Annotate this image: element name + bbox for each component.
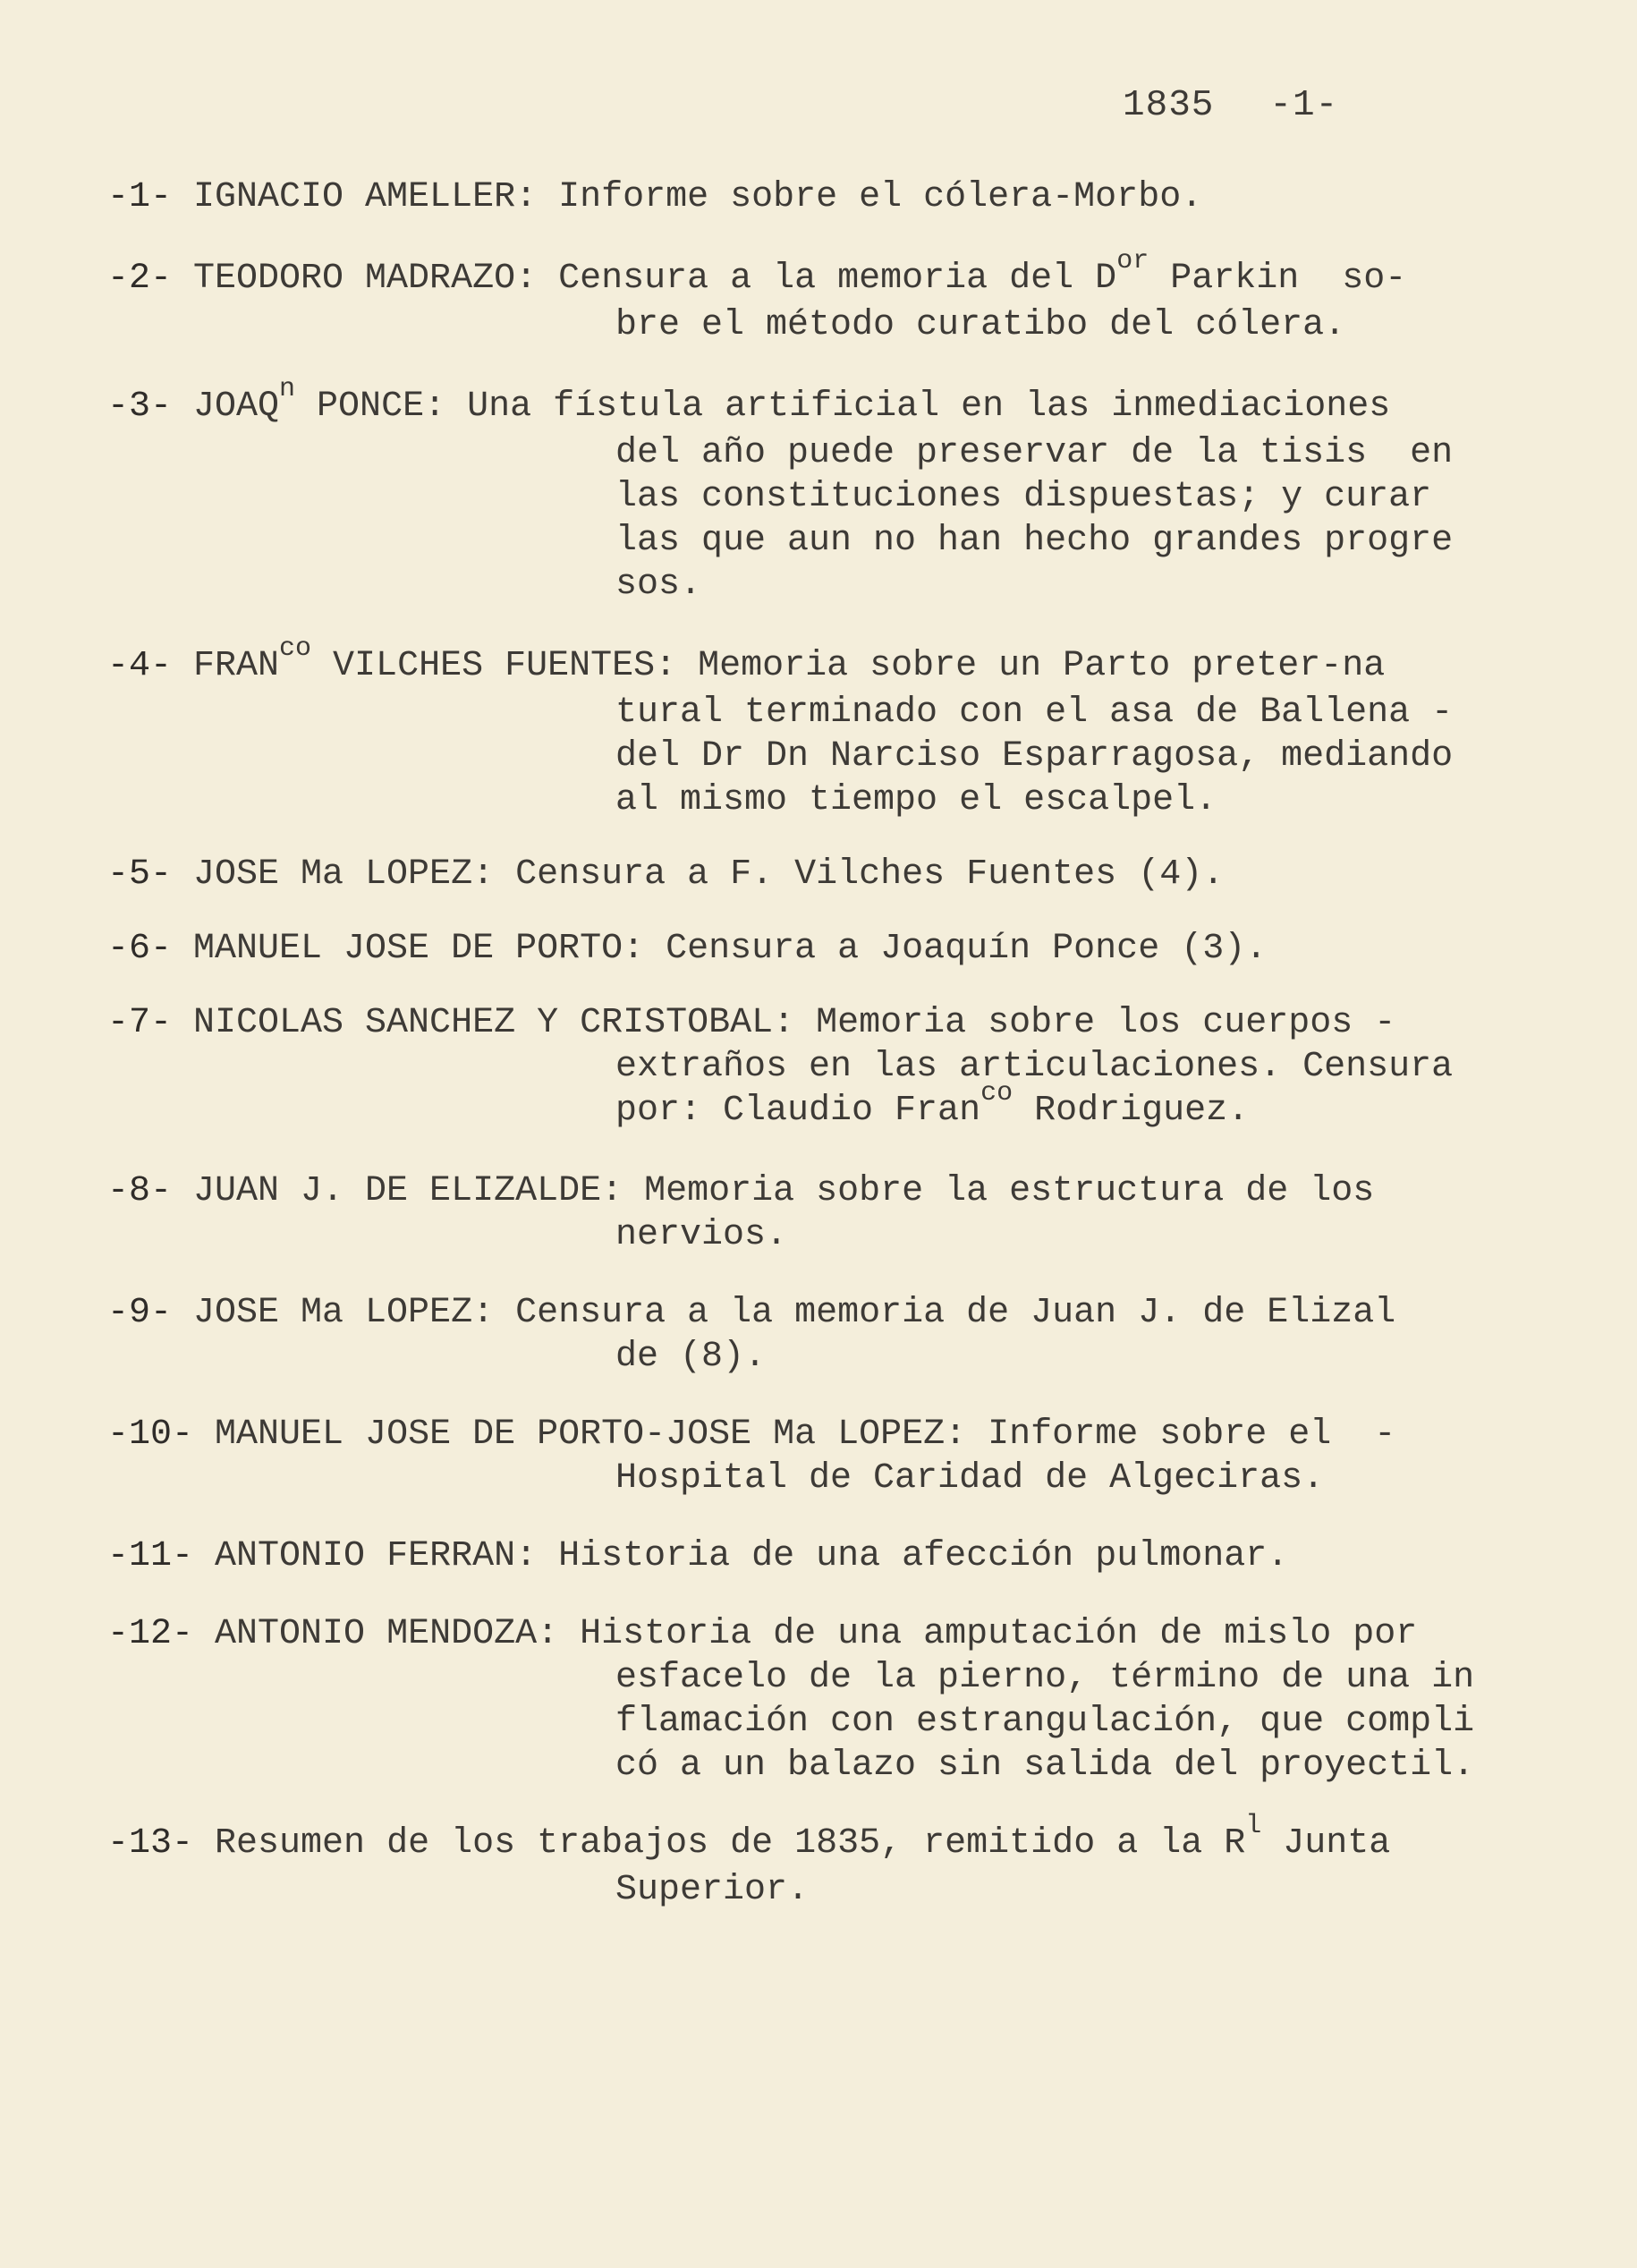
entry-first-line: -12- ANTONIO MENDOZA: Historia de una amputación de mislo por (107, 1614, 1418, 1654)
entry-continuation-line: las constituciones dispuestas; y curar (615, 477, 1432, 517)
entry-continuation-line: esfacelo de la pierno, término de una in (615, 1658, 1475, 1698)
entry-first-line: -4- $FRAN^{co}$ VILCHES FUENTES: Memoria sobre un Parto preter-na (107, 633, 1386, 686)
entry-item (107, 853, 1592, 896)
entry-item (107, 374, 1592, 607)
entry-continuation-line: las que aun no han hecho grandes progre (615, 521, 1454, 561)
entry-item (107, 1291, 1592, 1379)
entry-item (107, 1001, 1592, 1135)
entry-first-line: -3- JOAQ$^n$ PONCE: Una fístula artificial en las inmediaciones (107, 374, 1391, 427)
entry-item (107, 246, 1592, 347)
entry-first-line: -8- JUAN J. DE ELIZALDE: Memoria sobre la estructura de los (107, 1171, 1375, 1211)
entry-first-line: -6- MANUEL JOSE DE PORTO: Censura a Joaquín Ponce (3). (107, 929, 1268, 969)
entry-continuation-line: por: Claudio Fran$^{co}$ Rodriguez. (615, 1078, 1250, 1131)
header-year: 1835 (1123, 85, 1215, 126)
entry-continuation-line: de (8). (615, 1337, 767, 1377)
entry-item (107, 1534, 1592, 1578)
entry-number: -11- (107, 1536, 216, 1576)
entry-continuation-line: nervios. (615, 1215, 788, 1255)
superscript: or (1116, 246, 1149, 276)
entry-continuation-line: del año puede preservar de la tisis en (615, 433, 1454, 473)
entry-continuation-line: del Dr Dn Narciso Esparragosa, mediando (615, 736, 1454, 777)
entry-number: -7- (107, 1003, 194, 1043)
page-number: -1- (1269, 85, 1339, 126)
entry-item (107, 175, 1592, 219)
entry-item (107, 1169, 1592, 1257)
entry-number: -6- (107, 929, 194, 969)
entry-continuation-line: Superior. (615, 1870, 810, 1910)
entry-first-line: -2- TEODORO MADRAZO: Censura a la memoria del $D^{or}$ Parkin so- (107, 246, 1407, 299)
entry-number: -4- (107, 646, 194, 686)
superscript: n (279, 374, 296, 404)
entry-first-line: -1- IGNACIO AMELLER: Informe sobre el cólera-Morbo. (107, 177, 1203, 217)
entry-continuation-line: flamación con estrangulación, que compli (615, 1702, 1475, 1742)
superscript: co (980, 1078, 1014, 1109)
entry-number: -2- (107, 259, 194, 299)
entry-continuation-line: Hospital de Caridad de Algeciras. (615, 1458, 1325, 1499)
entry-item (107, 927, 1592, 971)
entry-first-line: -7- NICOLAS SANCHEZ Y CRISTOBAL: Memoria sobre los cuerpos - (107, 1003, 1396, 1043)
superscript: co (279, 633, 312, 664)
entry-continuation-line: sos. (615, 565, 702, 605)
entry-number: -1- (107, 177, 194, 217)
entry-number: -3- (107, 386, 194, 427)
superscript: l (1245, 1811, 1262, 1841)
entry-number: -8- (107, 1171, 194, 1211)
entry-first-line: -5- JOSE Ma LOPEZ: Censura a F. Vilches Fuentes (4). (107, 854, 1225, 895)
entry-number: -9- (107, 1293, 194, 1333)
entry-first-line: -11- ANTONIO FERRAN: Historia de una afección pulmonar. (107, 1536, 1289, 1576)
entry-continuation-line: al mismo tiempo el escalpel. (615, 780, 1217, 820)
entry-first-line: -10- MANUEL JOSE DE PORTO-JOSE Ma LOPEZ: Informe sobre el - (107, 1414, 1396, 1455)
entry-number: -12- (107, 1614, 216, 1654)
entry-item (107, 1811, 1592, 1912)
entry-item (107, 633, 1592, 822)
entry-first-line: -9- JOSE Ma LOPEZ: Censura a la memoria de Juan J. de Elizal (107, 1293, 1396, 1333)
entry-list (107, 175, 1592, 1912)
entry-continuation-line: có a un balazo sin salida del proyectil. (615, 1746, 1475, 1786)
entry-number: -10- (107, 1414, 216, 1455)
entry-number: -13- (107, 1823, 216, 1864)
entry-continuation-line: tural terminado con el asa de Ballena - (615, 692, 1454, 733)
entry-continuation-line: extraños en las articulaciones. Censura (615, 1047, 1454, 1087)
entry-first-line: -13- Resumen de los trabajos de 1835, remitido a la $R^l$ Junta (107, 1811, 1391, 1864)
entry-item (107, 1413, 1592, 1500)
entry-continuation-line: bre el método curatibo del cólera. (615, 305, 1346, 345)
page-header (1123, 85, 1338, 126)
entry-item (107, 1612, 1592, 1788)
entry-number: -5- (107, 854, 194, 895)
